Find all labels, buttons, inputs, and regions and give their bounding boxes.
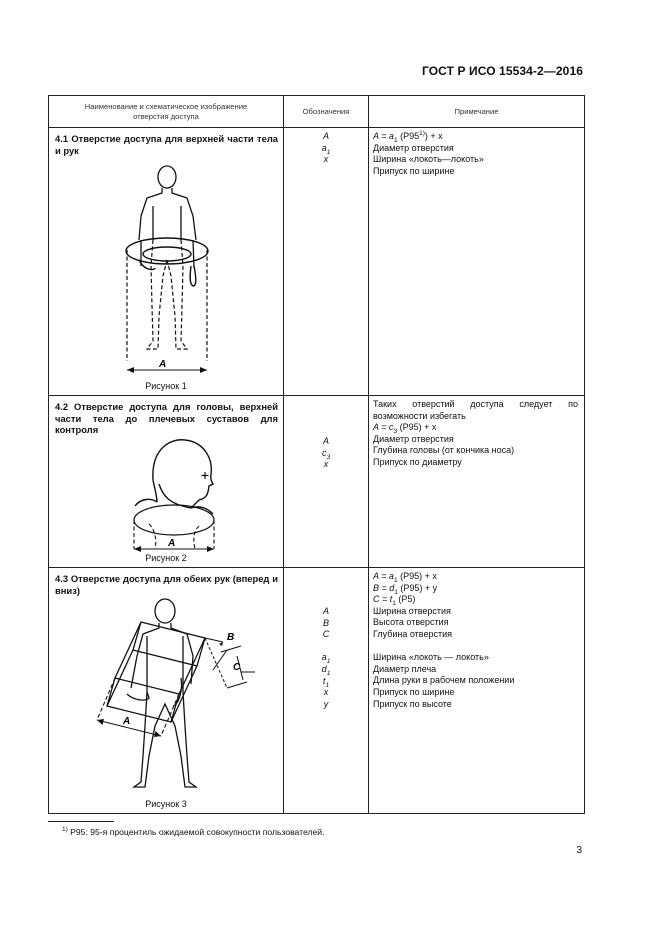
- table-row: [49, 396, 585, 568]
- figure-label-a: A: [123, 716, 131, 727]
- row-title: 4.3 Отверстие доступа для обеих рук (вперед и вниз): [55, 573, 278, 596]
- figure-upper-body-opening: [55, 156, 277, 382]
- footnote-separator: [48, 821, 114, 822]
- row-notes: $A = a_1$ $(P95^{1)}) + x$ Диаметр отверстия Ширина «локоть—локоть» Припуск по ширине: [369, 128, 585, 396]
- row-notes: Таких отверстий доступа следует по возможности избегать $A = c_3$ (P95) + x Диаметр отверстия Глубина головы (от кончика носа) Припуск по диаметру: [369, 396, 585, 568]
- table-row: [49, 568, 585, 814]
- table-header-row: [49, 96, 585, 128]
- figure-caption: Рисунок 2: [145, 553, 187, 563]
- header-name: Наименование и схематическое изображение отверстия доступа: [49, 96, 284, 128]
- row-description: [49, 128, 284, 396]
- figure-caption: Рисунок 3: [145, 799, 187, 809]
- row-notes: $A = a_1$ (P95) + x $B = d_1$ (P95) + y $C = t_1$ (P5) Ширина отверстия Высота отверстия Глубина отверстия Ширина «локоть — локоть» Диаметр плеча Длина руки в рабочем положении Припуск по ширине Припуск по высоте: [369, 568, 585, 814]
- figure-label-c: C: [233, 662, 241, 673]
- row-title: 4.1 Отверстие доступа для верхней части тела и рук: [55, 133, 278, 156]
- row-symbols: A $c_3$ x: [284, 396, 369, 568]
- figure-label-b: B: [227, 632, 235, 643]
- figure-two-arms-opening: [55, 596, 277, 796]
- page-number: 3: [576, 845, 582, 856]
- table-row: [49, 128, 585, 396]
- figure-caption: Рисунок 1: [145, 381, 187, 391]
- figure-label-a: A: [168, 537, 176, 549]
- row-description: [49, 396, 284, 568]
- row-description: [49, 568, 284, 814]
- header-notes: Примечание: [369, 96, 585, 128]
- row-symbols: A B C $a_1$ $d_1$ $t_1$ x y: [284, 568, 369, 814]
- figure-head-opening: [55, 436, 277, 554]
- document-code: ГОСТ Р ИСО 15534-2—2016: [421, 64, 583, 78]
- footnote: $^{1)}$ P95: 95-я процентиль ожидаемой совокупности пользователей.: [62, 826, 325, 837]
- header-symbols: Обозначения: [284, 96, 369, 128]
- access-openings-table: [48, 95, 585, 814]
- figure-label-a: A: [159, 359, 167, 370]
- row-symbols: A $a_1$ x: [284, 128, 369, 396]
- row-title: 4.2 Отверстие доступа для головы, верхней части тела до плечевых суставов для контроля: [55, 401, 278, 435]
